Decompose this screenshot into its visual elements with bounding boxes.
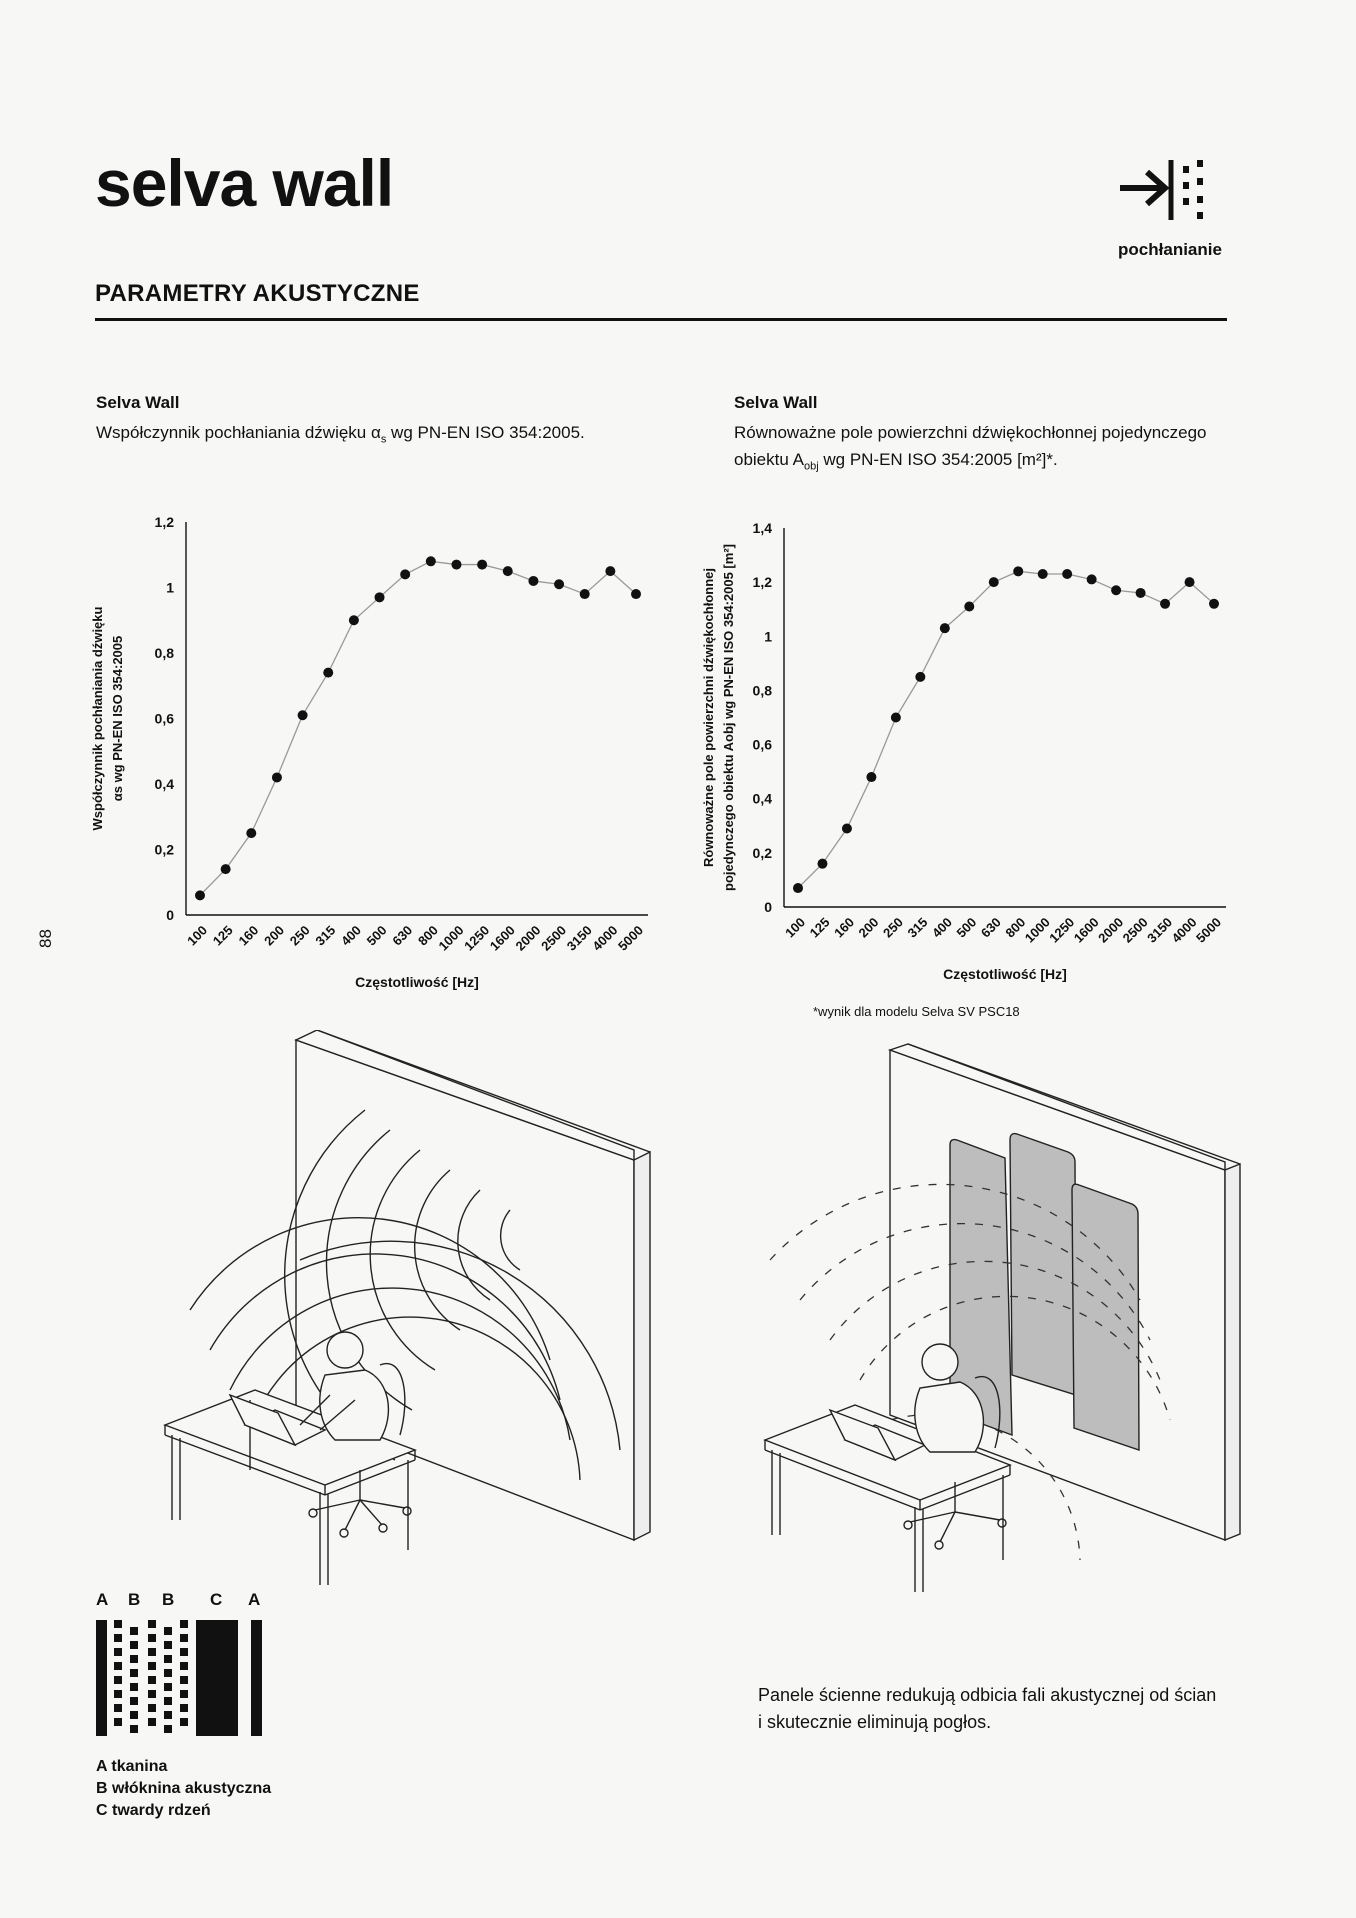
layer-letter: A	[248, 1590, 261, 1609]
data-point	[817, 859, 827, 869]
footnote: *wynik dla modelu Selva SV PSC18	[813, 1004, 1020, 1019]
data-point	[349, 615, 359, 625]
equivalent-area-chart	[678, 500, 1356, 1000]
left-chart-heading: Selva Wall	[96, 393, 180, 412]
y-tick-label: 0,6	[752, 736, 772, 753]
felt-dot	[164, 1655, 172, 1663]
felt-dot	[180, 1620, 188, 1628]
felt-dot	[130, 1697, 138, 1705]
y-tick-label: 0,2	[154, 841, 174, 858]
felt-dot	[164, 1669, 172, 1677]
x-tick-label: 2000	[512, 922, 544, 954]
felt-dot	[114, 1648, 122, 1656]
absorption-arrow-icon	[1115, 158, 1225, 222]
felt-dot	[148, 1648, 156, 1656]
section-heading: PARAMETRY AKUSTYCZNE	[95, 280, 420, 307]
y-axis-label: Współczynnik pochłaniania dźwięku	[90, 606, 105, 831]
felt-dot	[114, 1676, 122, 1684]
x-axis-label: Częstotliwość [Hz]	[355, 974, 479, 990]
y-tick-label: 0	[166, 907, 174, 923]
felt-dot	[130, 1655, 138, 1663]
layer-letter: B	[162, 1590, 175, 1609]
data-point	[451, 560, 461, 570]
x-tick-label: 160	[831, 914, 858, 941]
panel-layers-diagram	[96, 1620, 266, 1736]
data-point	[891, 713, 901, 723]
y-tick-label: 0,4	[752, 790, 772, 807]
x-tick-label: 1250	[461, 922, 493, 954]
data-point	[503, 566, 513, 576]
felt-dot	[180, 1648, 188, 1656]
layer-letter: C	[210, 1590, 223, 1609]
page-number: 88	[36, 929, 55, 948]
x-tick-label: 250	[286, 922, 313, 949]
x-tick-label: 1600	[486, 922, 518, 954]
data-point	[426, 556, 436, 566]
series-line	[200, 561, 636, 895]
y-tick-label: 1	[166, 579, 174, 596]
x-tick-label: 3150	[563, 922, 595, 954]
x-tick-label: 125	[806, 914, 833, 941]
y-tick-label: 1	[764, 628, 772, 645]
x-tick-label: 5000	[615, 922, 647, 954]
y-tick-label: 1,2	[752, 574, 772, 591]
x-tick-label: 125	[209, 922, 236, 949]
felt-dot	[164, 1683, 172, 1691]
x-tick-label: 2500	[1119, 914, 1151, 946]
felt-dot	[114, 1704, 122, 1712]
data-point	[246, 828, 256, 838]
data-point	[842, 823, 852, 833]
data-point	[477, 560, 487, 570]
felt-dot	[180, 1676, 188, 1684]
felt-dot	[180, 1634, 188, 1642]
y-tick-label: 0,2	[752, 844, 772, 861]
x-tick-label: 500	[363, 922, 390, 949]
x-tick-label: 500	[953, 914, 980, 941]
x-tick-label: 200	[855, 914, 882, 941]
felt-dot	[164, 1641, 172, 1649]
left-chart-header	[96, 393, 696, 453]
data-point	[866, 772, 876, 782]
data-point	[554, 579, 564, 589]
felt-dot	[130, 1641, 138, 1649]
room-illustration-reflective-wall	[150, 1030, 670, 1590]
felt-dot	[114, 1690, 122, 1698]
data-point	[1087, 574, 1097, 584]
x-tick-label: 400	[338, 922, 365, 949]
data-point	[221, 864, 231, 874]
felt-dot	[130, 1725, 138, 1733]
felt-dot	[114, 1662, 122, 1670]
felt-dot	[180, 1690, 188, 1698]
data-point	[1062, 569, 1072, 579]
data-point	[323, 668, 333, 678]
data-point	[580, 589, 590, 599]
data-point	[400, 569, 410, 579]
x-tick-label: 100	[782, 914, 809, 941]
legend-item-hard-core: C twardy rdzeń	[96, 1802, 211, 1819]
caption: Panele ścienne redukują odbicia fali akustycznej od ścian i skutecznie eliminują pogłos.	[758, 1685, 1217, 1732]
felt-dot	[180, 1718, 188, 1726]
data-point	[964, 602, 974, 612]
x-tick-label: 2000	[1095, 914, 1127, 946]
felt-dot	[180, 1662, 188, 1670]
data-point	[1185, 577, 1195, 587]
data-point	[605, 566, 615, 576]
felt-dot	[130, 1711, 138, 1719]
x-tick-label: 100	[184, 922, 211, 949]
layer-legend	[96, 1756, 271, 1822]
x-tick-label: 1000	[1021, 914, 1053, 946]
felt-dot	[130, 1683, 138, 1691]
felt-dot	[148, 1690, 156, 1698]
felt-dot	[180, 1704, 188, 1712]
x-tick-label: 2500	[538, 922, 570, 954]
data-point	[195, 890, 205, 900]
y-tick-label: 0,4	[154, 776, 174, 792]
felt-dot	[114, 1634, 122, 1642]
room-illustration-panel-wall	[750, 1040, 1250, 1595]
felt-dot	[164, 1711, 172, 1719]
y-tick-label: 0,8	[154, 645, 174, 661]
x-tick-label: 800	[414, 922, 441, 949]
x-tick-label: 1250	[1046, 914, 1078, 946]
data-point	[1160, 599, 1170, 609]
y-axis-label: αs wg PN-EN ISO 354:2005	[110, 635, 125, 802]
felt-dot	[164, 1697, 172, 1705]
felt-dot	[148, 1620, 156, 1628]
felt-dot	[164, 1627, 172, 1635]
data-point	[989, 577, 999, 587]
right-chart-header	[734, 393, 1334, 480]
right-chart-heading: Selva Wall	[734, 393, 818, 412]
legend-item-fabric: A tkanina	[96, 1758, 168, 1775]
data-point	[793, 883, 803, 893]
felt-dot	[148, 1704, 156, 1712]
y-axis-label: pojedynczego obiektu Aobj wg PN-EN ISO 354:2005 [m²]	[721, 544, 736, 891]
data-point	[272, 772, 282, 782]
x-tick-label: 3150	[1144, 914, 1176, 946]
series-line	[798, 571, 1214, 888]
x-tick-label: 630	[389, 922, 416, 949]
page-title: selva wall	[95, 146, 394, 220]
left-chart-description: Współczynnik pochłaniania dźwięku $\alpha_s$ wg PN-EN ISO 354:2005.	[96, 423, 585, 446]
felt-dot	[130, 1669, 138, 1677]
x-tick-label: 315	[904, 914, 931, 941]
layer-letter: B	[128, 1590, 141, 1609]
data-point	[631, 589, 641, 599]
x-tick-label: 250	[880, 914, 907, 941]
y-tick-label: 0	[764, 899, 772, 915]
y-tick-label: 0,6	[154, 710, 174, 727]
y-tick-label: 1,2	[154, 514, 174, 530]
felt-dot	[148, 1718, 156, 1726]
data-point	[1013, 566, 1023, 576]
x-tick-label: 800	[1002, 914, 1029, 941]
felt-dot	[148, 1676, 156, 1684]
x-tick-label: 4000	[1168, 914, 1200, 946]
y-axis-label: Równoważne pole powierzchni dźwiękochłonnej	[701, 567, 716, 868]
x-tick-label: 400	[928, 914, 955, 941]
absorption-label: pochłanianie	[1118, 240, 1222, 259]
data-point	[915, 672, 925, 682]
data-point	[298, 710, 308, 720]
felt-dot	[114, 1620, 122, 1628]
data-point	[1136, 588, 1146, 598]
data-point	[1111, 585, 1121, 595]
x-axis-label: Częstotliwość [Hz]	[943, 966, 1067, 982]
section-divider	[95, 318, 1227, 321]
data-point	[940, 623, 950, 633]
felt-dot	[130, 1627, 138, 1635]
absorption-coefficient-chart	[0, 500, 678, 1000]
data-point	[1038, 569, 1048, 579]
x-tick-label: 200	[261, 922, 288, 949]
data-point	[528, 576, 538, 586]
y-tick-label: 0,8	[752, 682, 772, 699]
layer-letter: A	[96, 1590, 109, 1609]
x-tick-label: 315	[312, 922, 339, 949]
felt-dot	[114, 1718, 122, 1726]
felt-dot	[148, 1662, 156, 1670]
x-tick-label: 4000	[589, 922, 621, 954]
x-tick-label: 1600	[1070, 914, 1102, 946]
felt-dot	[164, 1725, 172, 1733]
data-point	[1209, 599, 1219, 609]
felt-dot	[148, 1634, 156, 1642]
right-chart-description: Równoważne pole powierzchni dźwiękochłonnej pojedynczego obiektu $A_{obj}$ wg PN-EN ISO 354:2005 [m²]*.	[734, 423, 1207, 473]
x-tick-label: 160	[235, 922, 262, 949]
data-point	[375, 592, 385, 602]
x-tick-label: 5000	[1193, 914, 1225, 946]
x-tick-label: 1000	[435, 922, 467, 954]
legend-item-acoustic-felt: B włóknina akustyczna	[96, 1780, 272, 1797]
x-tick-label: 630	[977, 914, 1004, 941]
y-tick-label: 1,4	[752, 520, 772, 536]
